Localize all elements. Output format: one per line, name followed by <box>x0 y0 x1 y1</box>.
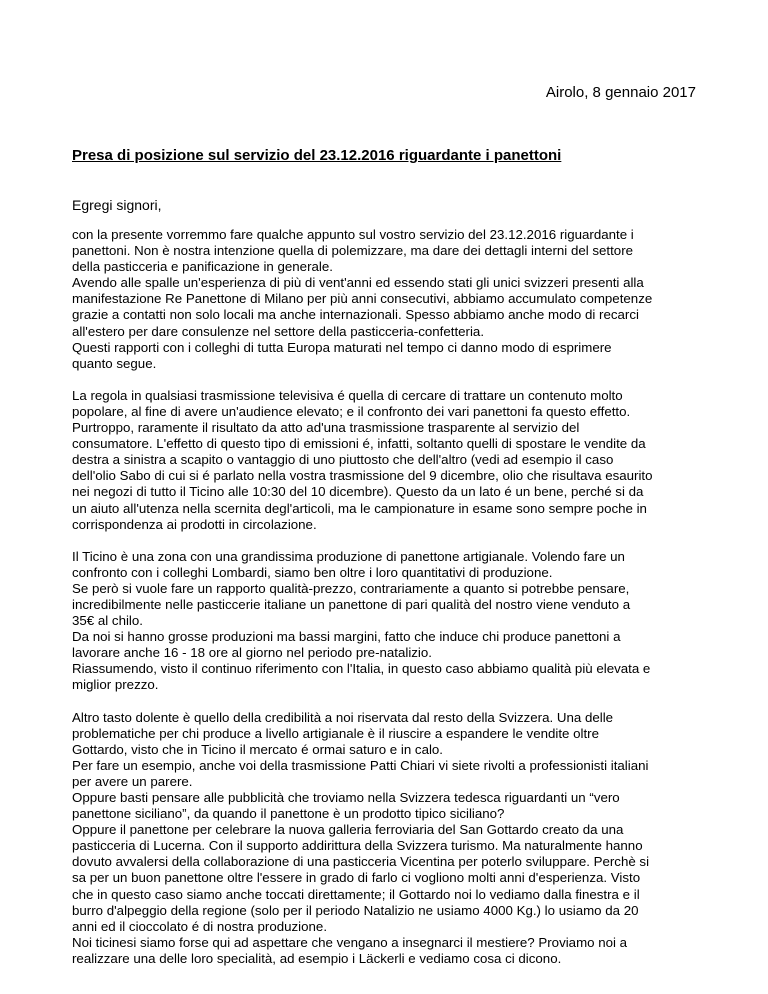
text-line: La regola in qualsiasi trasmissione televisiva é quella di cercare di trattare un contenuto molto <box>72 387 623 403</box>
text-line: confronto con i colleghi Lombardi, siamo ben oltre i loro quantitativi di produzione. <box>72 564 553 580</box>
letter-subject: Presa di posizione sul servizio del 23.12.2016 riguardante i panettoni <box>72 147 562 164</box>
text-line: anni ed il cioccolato é di nostra produzione. <box>72 918 328 934</box>
text-line: nei negozi di tutto il Ticino alle 10:30 del 10 dicembre). Questo da un lato é un bene, perché si da <box>72 484 644 500</box>
text-line: Noi ticinesi siamo forse qui ad aspettare che vengano a insegnarci il mestiere? Proviamo noi a <box>72 934 628 950</box>
text-line: Oppure basti pensare alle pubblicità che troviamo nella Svizzera tedesca riguardanti un “vero <box>72 790 620 805</box>
text-line: pasticceria di Lucerna. Con il supporto addirittura della Svizzera turismo. Ma naturalmente hanno <box>72 838 643 854</box>
text-line: quanto segue. <box>72 355 157 371</box>
text-line: Per fare un esempio, anche voi della trasmissione Patti Chiari vi siete rivolti a professionisti italiani <box>72 757 649 773</box>
text-line: Da noi si hanno grosse produzioni ma bassi margini, fatto che induce chi produce panettoni a <box>72 629 621 645</box>
text-line: Purtroppo, raramente il risultato da atto ad'una trasmissione trasparente al servizio del <box>72 420 580 436</box>
text-line: un aiuto all'utenza nella scernita degl'articoli, ma le campionature in esame sono sempre poche in <box>72 500 647 516</box>
text-line: Se però si vuole fare un rapporto qualità-prezzo, contrariamente a quanto si potrebbe pensare, <box>72 580 630 596</box>
text-line: 35€ al chilo. <box>72 613 143 629</box>
text-line: Oppure il panettone per celebrare la nuova galleria ferroviaria del San Gottardo creato da una <box>72 822 624 838</box>
text-line: lavorare anche 16 - 18 ore al giorno nel periodo pre-natalizio. <box>72 645 432 661</box>
text-line: popolare, al fine di avere un'audience elevato; e il confronto dei vari panettoni fa questo effetto. <box>72 403 631 419</box>
text-line: Questi rapporti con i colleghi di tutta Europa maturati nel tempo ci danno modo di esprimere <box>72 339 612 355</box>
text-line: manifestazione Re Panettone di Milano per più anni consecutivi, abbiamo accumulato competenze <box>72 291 653 307</box>
text-line: grazie a contatti non solo locali ma anche internazionali. Spesso abbiamo anche modo di recarci <box>72 307 639 323</box>
body-paragraph <box>72 710 700 968</box>
text-line: Altro tasto dolente è quello della credibilità a noi riservata dal resto della Svizzera. Una delle <box>72 709 614 725</box>
text-line: corrispondenza ai prodotti in circolazione. <box>72 516 317 532</box>
text-line: che in questo caso siamo anche toccati direttamente; il Gottardo noi lo vediamo dalla finestra e il <box>72 886 640 902</box>
text-line: Avendo alle spalle un'esperienza di più di vent'anni ed essendo stati gli unici svizzeri presenti alla <box>72 275 644 291</box>
text-line: della pasticceria e panificazione in generale. <box>72 259 333 275</box>
text-line: realizzare una delle loro specialità, ad esempio i Läckerli e vediamo cosa ci dicono. <box>72 950 562 966</box>
text-line: Il Ticino è una zona con una grandissima produzione di panettone artigianale. Volendo fare un <box>72 548 625 564</box>
text-line: Gottardo, visto che in Ticino il mercato é ormai saturo e in calo. <box>72 741 444 757</box>
body-paragraph <box>72 388 700 533</box>
text-line: miglior prezzo. <box>72 677 159 693</box>
letter-body <box>72 227 700 983</box>
text-line: destra a sinistra a scapito o vantaggio di uno piuttosto che dell'altro (vedi ad esempio il caso <box>72 452 614 468</box>
text-line: dovuto avvalersi della collaborazione di una pasticceria Vicentina per poterlo sviluppare. Perchè si <box>72 854 650 870</box>
letter-date: Airolo, 8 gennaio 2017 <box>545 84 696 101</box>
body-paragraph <box>72 227 700 372</box>
text-line: all'estero per dare consulenze nel settore della pasticceria-confetteria. <box>72 323 485 339</box>
text-line: burro d'alpeggio della regione (solo per il periodo Natalizio ne usiamo 4000 Kg.) lo usiamo da 20 <box>72 902 639 918</box>
text-line: problematiche per chi produce a livello artigianale è il riuscire a espandere le vendite oltre <box>72 725 599 741</box>
text-line: dell'olio Sabo di cui si é parlato nella vostra trasmissione del 9 dicembre, olio che risultava esaurito <box>72 468 653 484</box>
text-line: panettone siciliano”, da quando il panettone è un prodotto tipico siciliano? <box>72 806 505 822</box>
text-line: panettoni. Non è nostra intenzione quella di polemizzare, ma dare dei dettagli interni del settore <box>72 243 634 259</box>
text-line: sa per un buon panettone oltre l'essere in grado di farlo ci vogliono molti anni d'esperienza. Visto <box>72 870 641 886</box>
text-line: consumatore. L'effetto di questo tipo di emissioni é, infatti, soltanto quelli di spostare le vendite da <box>72 436 646 452</box>
body-paragraph <box>72 549 700 694</box>
text-line: con la presente vorremmo fare qualche appunto sul vostro servizio del 23.12.2016 riguardante i <box>72 227 634 242</box>
text-line: incredibilmente nelle pasticcerie italiane un panettone di pari qualità del nostro viene venduto a <box>72 596 631 612</box>
text-line: Riassumendo, visto il continuo riferimento con l'Italia, in questo caso abbiamo qualità più elevata e <box>72 661 651 677</box>
letter-greeting: Egregi signori, <box>72 197 162 213</box>
text-line: per avere un parere. <box>72 773 193 789</box>
